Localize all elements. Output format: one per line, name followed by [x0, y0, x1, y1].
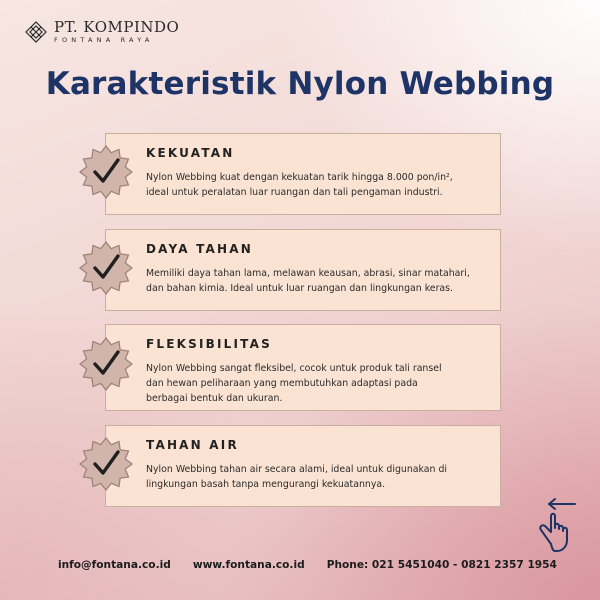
card-text-line: Nylon Webbing sangat fleksibel, cocok untuk produk tali ransel	[146, 363, 442, 374]
badge-burst	[80, 438, 132, 490]
checkmark-badge-icon	[78, 336, 134, 392]
card-text	[146, 266, 482, 296]
swipe-left-hand-icon[interactable]	[535, 498, 581, 554]
card-text-line: berbagai bentuk dan ukuran.	[146, 393, 283, 404]
card-text-line: Nylon Webbing kuat dengan kekuatan tarik hingga 8.000 pon/in²,	[146, 172, 453, 183]
card-text-line: Memiliki daya tahan lama, melawan keausan, abrasi, sinar matahari,	[146, 268, 470, 279]
brand-logo	[24, 20, 179, 44]
footer-email[interactable]: info@fontana.co.id	[58, 559, 171, 571]
page-title: Karakteristik Nylon Webbing	[45, 66, 555, 102]
card-text	[146, 462, 482, 492]
card-text	[146, 170, 482, 200]
badge-burst	[80, 338, 132, 390]
badge-burst	[80, 146, 132, 198]
card-text-line: dan hewan peliharaan yang membutuhkan adaptasi pada	[146, 378, 418, 389]
knot-logo-icon	[24, 20, 48, 44]
brand-name: PT. KOMPINDO	[54, 18, 180, 37]
card-text-line: dan bahan kimia. Ideal untuk luar ruangan dan lingkungan keras.	[146, 283, 454, 294]
checkmark-badge-icon	[78, 240, 134, 296]
brand-subtitle: FONTANA RAYA	[54, 36, 154, 45]
checkmark-badge-icon	[78, 436, 134, 492]
card-heading: KEKUATAN	[146, 146, 235, 160]
card-heading: DAYA TAHAN	[146, 242, 254, 256]
card-text-line: lingkungan basah tanpa mengurangi kekuatannya.	[146, 479, 386, 490]
footer-phone: Phone: 021 5451040 - 0821 2357 1954	[326, 559, 557, 571]
card-heading: FLEKSIBILITAS	[146, 337, 272, 351]
card-text	[146, 361, 482, 406]
card-heading: TAHAN AIR	[146, 438, 239, 452]
card-text-line: Nylon Webbing tahan air secara alami, ideal untuk digunakan di	[146, 464, 448, 475]
checkmark-badge-icon	[78, 144, 134, 200]
card-text-line: ideal untuk peralatan luar ruangan dan tali pengaman industri.	[146, 187, 443, 198]
badge-burst	[80, 242, 132, 294]
card-kekuatan	[105, 133, 501, 215]
card-fleksibilitas	[105, 324, 501, 411]
footer-website[interactable]: www.fontana.co.id	[192, 559, 305, 571]
card-tahan-air	[105, 425, 501, 507]
footer-contacts	[58, 559, 557, 571]
card-daya-tahan	[105, 229, 501, 311]
